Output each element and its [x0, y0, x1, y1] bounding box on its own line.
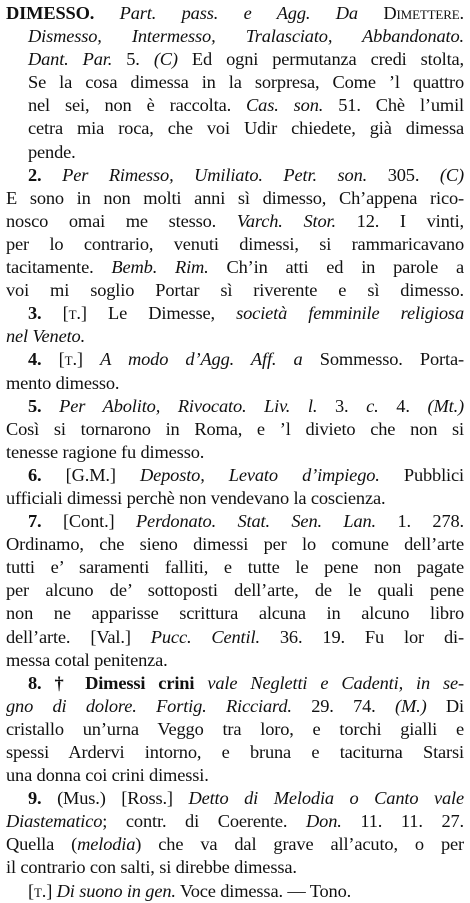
italic-run: Per Abolito, Rivocato. Liv. l.	[41, 395, 318, 416]
italic-run: Deposto, Levato d’impiego.	[139, 464, 380, 485]
text-run: 3.	[317, 395, 367, 416]
text-line	[6, 579, 464, 602]
text-run: 1. 278.	[376, 511, 464, 532]
bold-run: 8. † Dimessi crini	[28, 672, 195, 693]
text-line	[6, 695, 464, 718]
italic-run: nel Veneto.	[6, 326, 86, 347]
text-run: ; contr. di Coerente.	[102, 811, 307, 832]
text-run: Quella (	[6, 834, 78, 855]
text-run: ) che va dal grave all’acuto, o per	[135, 834, 464, 855]
italic-run: (M.)	[394, 695, 427, 716]
text-line	[6, 880, 464, 903]
text-run: dell’arte. [Val.]	[6, 626, 151, 647]
text-run: 29. 74.	[291, 695, 395, 716]
bold-run: 9.	[28, 788, 42, 809]
italic-run: Cas. son.	[246, 95, 324, 116]
italic-run: Part. pass. e Agg. Da	[94, 3, 384, 23]
text-run: ] Le Dimesse,	[80, 303, 237, 324]
italic-run: vale Negletti e Cadenti, in se-	[194, 672, 464, 693]
text-run: 5.	[112, 49, 154, 70]
text-run: [	[41, 303, 69, 324]
text-line	[6, 2, 464, 25]
italic-run: Diastematico	[6, 811, 103, 832]
italic-run: Di suono in gen.	[56, 880, 176, 901]
italic-run: c.	[366, 395, 379, 416]
text-line	[6, 117, 464, 140]
text-run: Di	[426, 695, 464, 716]
text-line	[6, 833, 464, 856]
italic-run: Perdonato. Stat. Sen. Lan.	[135, 511, 376, 532]
text-run: [	[41, 349, 65, 370]
text-line	[6, 210, 464, 233]
text-run: Ed ogni permutanza credi stolta,	[177, 49, 464, 70]
italic-run: Pucc. Centil.	[150, 626, 260, 647]
text-run: Ch’in atti ed in parole a	[208, 257, 464, 278]
text-run: Se la cosa dimessa in la sorpresa, Come ’l quattro	[28, 72, 464, 93]
text-line	[6, 764, 464, 787]
italic-run: (C)	[153, 49, 178, 70]
italic-run: Dismesso, Intermesso, Tralasciato, Abbandonato.	[28, 26, 464, 47]
text-line	[6, 348, 464, 371]
text-run: per lo contrario, venuti dimessi, si rammaricavano	[6, 233, 464, 254]
text-line	[6, 602, 464, 625]
text-line	[6, 556, 464, 579]
italic-run: società femminile religiosa	[236, 303, 464, 324]
text-run: voi mi soglio Portar sì riverente e sì dimesso.	[6, 280, 464, 301]
text-line	[6, 741, 464, 764]
italic-run: Detto di Melodia o Canto vale	[188, 788, 464, 809]
italic-run: melodia	[77, 834, 136, 855]
text-run: Così si tornarono in Roma, e ’l divieto che non si	[6, 418, 464, 439]
text-run: E sono in non molti anni sì dimesso, Ch’appena rico-	[6, 187, 464, 208]
text-run: 51. Chè l’umil	[323, 95, 464, 116]
text-line	[6, 787, 464, 810]
text-run: .	[459, 3, 464, 23]
bold-run: DIMESSO.	[6, 3, 95, 23]
text-run: Pubblici	[379, 464, 464, 485]
text-run: tacitamente.	[6, 257, 112, 278]
text-run: ]	[76, 349, 101, 370]
text-run: 11. 11. 27.	[341, 811, 464, 832]
text-line	[6, 141, 464, 164]
text-run: [G.M.]	[41, 464, 140, 485]
text-line	[6, 418, 464, 441]
text-line	[6, 279, 464, 302]
text-run: [Cont.]	[41, 511, 136, 532]
text-run: 4.	[378, 395, 428, 416]
text-run: 305.	[367, 164, 440, 185]
text-line	[6, 533, 464, 556]
text-line	[6, 626, 464, 649]
text-run: per alcuno de’ sottoposti dell’arte, de le quali pene	[6, 580, 464, 601]
text-run: nel sei, non è raccolta.	[28, 95, 247, 116]
bold-run: 2.	[28, 164, 42, 185]
text-run: non ne apparisse scrittura alcuna in alcuno libro	[6, 603, 464, 624]
small-caps-run: t.	[33, 880, 47, 901]
text-line	[6, 672, 464, 695]
text-run: (Mus.) [Ross.]	[41, 788, 189, 809]
bold-run: 6.	[28, 464, 42, 485]
text-line	[6, 187, 464, 210]
text-run: Ordinamo, che sieno dimessi per lo comune dell’arte	[6, 534, 464, 555]
text-run: 12. I vinti,	[335, 210, 464, 231]
italic-run: Dant. Par.	[28, 49, 113, 70]
text-line	[6, 395, 464, 418]
text-line	[6, 164, 464, 187]
italic-run: (C)	[439, 164, 464, 185]
text-run: messa cotal penitenza.	[6, 649, 168, 670]
text-run: spessi Ardervi intorno, e bruna e taciturna Starsi	[6, 742, 464, 762]
italic-run: A modo d’Agg. Aff. a	[100, 349, 303, 370]
italic-run: (Mt.)	[427, 395, 464, 416]
text-run: tutti e’ saramenti falliti, e tutte le pene non pagate	[6, 557, 464, 578]
text-line	[6, 372, 464, 395]
text-run: 36. 19. Fu lor di-	[259, 626, 464, 647]
text-line	[6, 487, 464, 510]
text-line	[6, 25, 464, 48]
text-run: Voce dimessa. — Tono.	[175, 880, 352, 901]
text-line	[6, 48, 464, 71]
italic-run: Varch. Stor.	[236, 210, 336, 231]
italic-run: gno di dolore. Fortig. Ricciard.	[6, 695, 292, 716]
text-run: mento dimesso.	[6, 372, 120, 393]
bold-run: 7.	[28, 511, 42, 532]
italic-run: Bemb. Rim.	[111, 257, 209, 278]
italic-run: Per Rimesso, Umiliato. Petr. son.	[41, 164, 368, 185]
text-run: cristallo un’urna Veggo tra loro, e torchi gialli e	[6, 718, 464, 739]
text-run: pende.	[28, 141, 76, 162]
text-line	[6, 441, 464, 464]
small-caps-run: t.	[68, 303, 81, 324]
text-line	[6, 810, 464, 833]
italic-run: Don.	[306, 811, 342, 832]
text-line	[6, 649, 464, 672]
bold-run: 3.	[28, 303, 42, 324]
text-line	[6, 464, 464, 487]
text-run: il contrario con salti, si direbbe dimessa.	[6, 857, 297, 878]
small-caps-run: t.	[64, 349, 77, 370]
text-line	[6, 71, 464, 94]
text-run: [	[28, 880, 34, 901]
text-line	[6, 856, 464, 879]
text-line	[6, 325, 464, 348]
text-line	[6, 256, 464, 279]
text-run: tenesse ragione fu dimesso.	[6, 441, 205, 462]
text-run: Sommesso. Porta-	[302, 349, 464, 370]
text-run: ]	[46, 880, 57, 901]
text-run: una donna coi crini dimessi.	[6, 765, 209, 786]
text-run: cetra mia roca, che voi Udir chiedete, già dimessa	[28, 118, 464, 139]
text-line	[6, 718, 464, 741]
text-line	[6, 510, 464, 533]
text-line	[6, 94, 464, 117]
bold-run: 4.	[28, 349, 42, 370]
text-line	[6, 302, 464, 325]
bold-run: 5.	[28, 395, 42, 416]
text-run: ufficiali dimessi perchè non vendevano la coscienza.	[6, 487, 386, 508]
text-run: nosco omai me stesso.	[6, 210, 237, 231]
text-line	[6, 233, 464, 256]
small-caps-run: Dimettere	[383, 3, 460, 23]
